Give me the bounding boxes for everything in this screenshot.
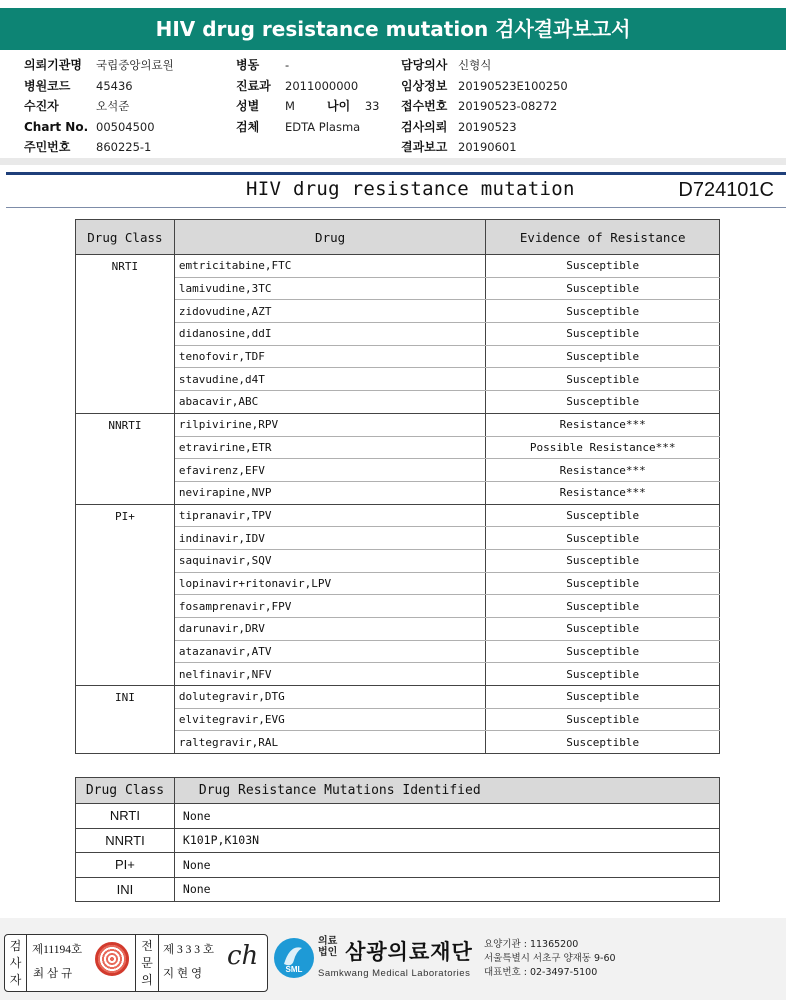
column-header: Drug Resistance Mutations Identified [174, 778, 719, 804]
mutation-cell: K101P,K103N [174, 828, 719, 853]
info-label: 접수번호 [401, 99, 448, 113]
table-row [76, 686, 720, 709]
info-row [236, 55, 360, 76]
info-row [401, 96, 568, 117]
info-label: 성별 [236, 99, 260, 113]
table-row [76, 877, 720, 902]
evidence-cell: Susceptible [486, 504, 720, 527]
mutation-table [75, 777, 720, 902]
info-label: 검체 [236, 119, 260, 134]
sml-logo-icon [272, 936, 316, 980]
info-value: EDTA Plasma [285, 119, 361, 134]
info-value: 신형식 [458, 58, 492, 72]
evidence-cell: Susceptible [486, 527, 720, 550]
evidence-cell: Susceptible [486, 708, 720, 731]
info-label: 검사의뢰 [401, 119, 448, 134]
info-label: 담당의사 [401, 58, 448, 72]
drug-cell: etravirine,ETR [174, 436, 486, 459]
evidence-cell: Susceptible [486, 368, 720, 391]
drug-class-cell: INI [76, 877, 175, 902]
evidence-cell: Susceptible [486, 277, 720, 300]
sign1-label: 검 사 자 [5, 935, 27, 991]
info-value: 2011000000 [285, 78, 359, 93]
age-label: 나이 [327, 99, 351, 113]
info-row [401, 117, 568, 138]
drug-class-cell: PI+ [76, 853, 175, 878]
info-label: 주민번호 [24, 140, 71, 154]
drug-cell: nevirapine,NVP [174, 481, 486, 504]
evidence-cell: Susceptible [486, 595, 720, 618]
drug-cell: indinavir,IDV [174, 527, 486, 550]
info-label: 임상정보 [401, 78, 448, 93]
info-row [24, 55, 174, 76]
evidence-cell: Susceptible [486, 686, 720, 709]
patient-info [0, 52, 786, 156]
info-value: 45436 [96, 78, 133, 93]
divider [0, 158, 786, 165]
column-header: Drug Class [76, 778, 175, 804]
info-row [24, 76, 174, 97]
info-label: Chart No. [24, 119, 89, 134]
age-value: 33 [364, 99, 380, 113]
drug-class-cell: NRTI [76, 255, 175, 414]
drug-cell: emtricitabine,FTC [174, 255, 486, 278]
evidence-cell: Possible Resistance*** [486, 436, 720, 459]
info-value: 20190523E100250 [458, 78, 568, 93]
org-type: 의료법인 [318, 936, 338, 958]
signature-box [4, 934, 268, 992]
info-value: - [285, 58, 290, 72]
drug-cell: rilpivirine,RPV [174, 413, 486, 436]
evidence-cell: Susceptible [486, 323, 720, 346]
drug-cell: atazanavir,ATV [174, 640, 486, 663]
drug-cell: lamivudine,3TC [174, 277, 486, 300]
drug-cell: efavirenz,EFV [174, 459, 486, 482]
evidence-cell: Susceptible [486, 663, 720, 686]
signature: ch [227, 941, 259, 971]
evidence-cell: Susceptible [486, 731, 720, 754]
info-row [401, 76, 568, 97]
info-value: 20190523-08272 [458, 99, 558, 113]
info-row [24, 137, 174, 158]
drug-cell: dolutegravir,DTG [174, 686, 486, 709]
info-value: M [285, 99, 295, 113]
mutation-cell: None [174, 853, 719, 878]
table-row [76, 804, 720, 829]
resistance-table [75, 219, 720, 754]
info-label: 병원코드 [24, 78, 71, 93]
evidence-cell: Resistance*** [486, 413, 720, 436]
drug-cell: zidovudine,AZT [174, 300, 486, 323]
column-header: Drug Class [76, 220, 175, 255]
drug-cell: stavudine,d4T [174, 368, 486, 391]
info-value: 860225-1 [96, 140, 152, 154]
drug-class-cell: NNRTI [76, 413, 175, 504]
column-header: Drug [174, 220, 486, 255]
org-name: 삼광의료재단 [345, 940, 473, 964]
drug-cell: fosamprenavir,FPV [174, 595, 486, 618]
drug-class-cell: PI+ [76, 504, 175, 686]
table-row [76, 828, 720, 853]
table-row [76, 255, 720, 278]
drug-cell: lopinavir+ritonavir,LPV [174, 572, 486, 595]
address-line: 서울특별시 서초구 양재동 9-60 [484, 953, 616, 964]
info-row [401, 137, 568, 158]
info-value: 오석준 [96, 99, 130, 113]
table-row [76, 853, 720, 878]
drug-cell: tenofovir,TDF [174, 345, 486, 368]
sign2-label: 전 문 의 [135, 935, 159, 991]
info-row [236, 117, 360, 138]
info-value: 20190601 [458, 140, 517, 154]
evidence-cell: Susceptible [486, 549, 720, 572]
organization-address [484, 938, 616, 980]
column-header: Evidence of Resistance [486, 220, 720, 255]
info-label: 의뢰기관명 [24, 58, 82, 72]
svg-text:SML: SML [285, 965, 303, 974]
info-row [401, 55, 568, 76]
organization-name [318, 936, 473, 979]
info-label: 결과보고 [401, 140, 448, 154]
evidence-cell: Susceptible [486, 640, 720, 663]
drug-cell: raltegravir,RAL [174, 731, 486, 754]
report-code: D724101C [678, 179, 774, 201]
mutation-cell: None [174, 804, 719, 829]
sign1-name: 최 삼 규 [33, 968, 73, 980]
info-row [24, 117, 174, 138]
mutation-cell: None [174, 877, 719, 902]
drug-class-cell: NRTI [76, 804, 175, 829]
patient-info-col-3 [401, 55, 568, 158]
drug-cell: darunavir,DRV [174, 618, 486, 641]
info-value: 20190523 [458, 119, 517, 134]
drug-cell: didanosine,ddI [174, 323, 486, 346]
info-value: 00504500 [96, 119, 155, 134]
sign2-name: 지 현 영 [163, 968, 203, 980]
drug-cell: nelfinavir,NFV [174, 663, 486, 686]
drug-cell: saquinavir,SQV [174, 549, 486, 572]
sign2-license: 제 3 3 3 호 [163, 944, 214, 956]
address-line: 대표번호 : 02-3497-5100 [484, 967, 598, 978]
drug-class-cell: INI [76, 686, 175, 754]
drug-cell: tipranavir,TPV [174, 504, 486, 527]
info-label: 병동 [236, 58, 260, 72]
evidence-cell: Susceptible [486, 391, 720, 414]
address-line: 요양기관 : 11365200 [484, 939, 579, 950]
evidence-cell: Susceptible [486, 255, 720, 278]
divider [6, 207, 786, 208]
drug-cell: elvitegravir,EVG [174, 708, 486, 731]
drug-cell: abacavir,ABC [174, 391, 486, 414]
sign1-license: 제11194호 [32, 944, 83, 956]
evidence-cell: Susceptible [486, 572, 720, 595]
info-row [24, 96, 174, 117]
patient-info-col-1 [24, 55, 174, 158]
info-value: 국립중앙의료원 [96, 58, 174, 72]
evidence-cell: Susceptible [486, 345, 720, 368]
evidence-cell: Susceptible [486, 300, 720, 323]
evidence-cell: Resistance*** [486, 481, 720, 504]
info-label: 수진자 [24, 99, 59, 113]
info-row [236, 76, 360, 97]
age-field [327, 96, 379, 117]
divider [6, 172, 786, 175]
seal-stamp [95, 942, 129, 976]
info-label: 진료과 [236, 78, 271, 93]
table-row [76, 504, 720, 527]
report-heading: HIV drug resistance mutation [246, 178, 575, 200]
evidence-cell: Resistance*** [486, 459, 720, 482]
table-row [76, 413, 720, 436]
drug-class-cell: NNRTI [76, 828, 175, 853]
org-english-name: Samkwang Medical Laboratories [318, 968, 471, 979]
evidence-cell: Susceptible [486, 618, 720, 641]
report-title-bar: HIV drug resistance mutation 검사결과보고서 [0, 8, 786, 50]
